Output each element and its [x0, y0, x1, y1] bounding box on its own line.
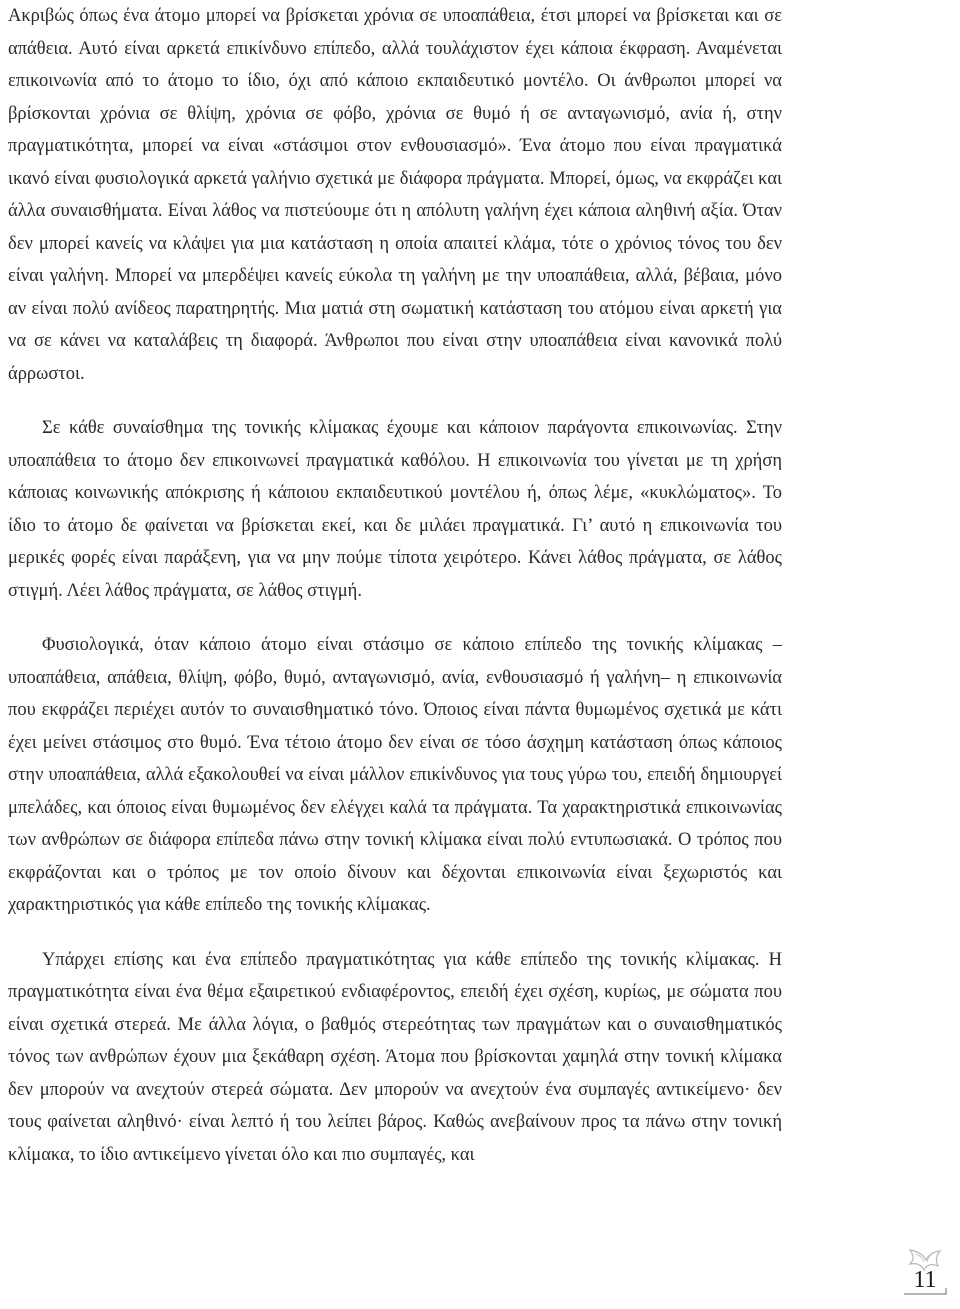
page-number: 11 — [913, 1267, 937, 1293]
paragraph-3: Φυσιολογικά, όταν κάποιο άτομο είναι στάσιμο σε κάποιο επίπεδο της τονικής κλίμακας –υποαπάθεια, απάθεια, θλίψη, φόβο, θυμό, ανταγωνισμό, ανία, ενθουσιασμό ή γαλήνη– η επικοινωνία που εκφράζει περιέχει αυτόν το συναισθηματικό τόνο. Όποιος είναι πάντα θυμωμένος σχετικά με κάτι έχει μείνει στάσιμος στο θυμό. Ένα τέτοιο άτομο δεν είναι σε τόσο άσχημη κατάσταση όπως κάποιος στην υποαπάθεια, αλλά εξακολουθεί να είναι μάλλον επικίνδυνος για τους γύρω του, επειδή δημιουργεί μπελάδες, και όποιος είναι θυμωμένος δεν ελέγχει καλά τα πράγματα. Τα χαρακτηριστικά επικοινωνίας των ανθρώπων σε διάφορα επίπεδα πάνω στην τονική κλίμακα είναι πολύ εντυπωσιακά. Ο τρόπος που εκφράζονται και ο τρόπος με τον οποίο δίνουν και δέχονται επικοινωνία είναι ξεχωριστός και χαρακτηριστικός για κάθε επίπεδο της τονικής κλίμακας. — [8, 635, 782, 915]
paragraph-2: Σε κάθε συναίσθημα της τονικής κλίμακας έχουμε και κάποιον παράγοντα επικοινωνίας. Στην υποαπάθεια το άτομο δεν επικοινωνεί πραγματικά καθόλου. Η επικοινωνία του γίνεται με τη χρήση κάποιας κοινωνικής απόκρισης ή κάποιου εκπαιδευτικού μοντέλου ή, όπως λέμε, «κυκλώματος». Το ίδιο το άτομο δε φαίνεται να βρίσκεται εκεί, και δε μιλάει πραγματικά. Γι’ αυτό η επικοινωνία του μερικές φορές είναι παράξενη, για να μην πούμε τίποτα χειρότερο. Κάνει λάθος πράγματα, σε λάθος στιγμή. Λέει λάθος πράγματα, σε λάθος στιγμή. — [8, 418, 782, 601]
page-number-box — [902, 1248, 948, 1296]
paragraph-1: Ακριβώς όπως ένα άτομο μπορεί να βρίσκεται χρόνια σε υποαπάθεια, έτσι μπορεί να βρίσκεται και σε απάθεια. Αυτό είναι αρκετά επικίνδυνο επίπεδο, αλλά τουλάχιστον έχει κάποια έκφραση. Αναμένεται επικοινωνία από το άτομο το ίδιο, όχι από κάποιο εκπαιδευτικό μοντέλο. Οι άνθρωποι μπορεί να βρίσκονται χρόνια σε θλίψη, χρόνια σε φόβο, χρόνια σε θυμό ή σε ανταγωνισμό, ανία ή, στην πραγματικότητα, μπορεί να είναι «στάσιμοι στον ενθουσιασμό». Ένα άτομο που είναι πραγματικά ικανό είναι φυσιολογικά αρκετά γαλήνιο σχετικά με διάφορα πράγματα. Μπορεί, όμως, να εκφράζει και άλλα συναισθήματα. Είναι λάθος να πιστεύουμε ότι η απόλυτη γαλήνη έχει κάποια αληθινή αξία. Όταν δεν μπορεί κανείς να κλάψει για μια κατάσταση η οποία απαιτεί κλάμα, τότε ο χρόνιος τόνος του δεν είναι γαλήνη. Μπορεί να μπερδέψει κανείς εύκολα τη γαλήνη με την υποαπάθεια, αλλά, βέβαια, μόνο αν είναι πολύ ανίδεος παρατηρητής. Μια ματιά στη σωματική κατάσταση του ατόμου είναι αρκετή για να σε κάνει να καταλάβεις τη διαφορά. Άνθρωποι που είναι στην υποαπάθεια είναι κανονικά πολύ άρρωστοι. — [8, 6, 782, 384]
paragraph-4: Υπάρχει επίσης και ένα επίπεδο πραγματικότητας για κάθε επίπεδο της τονικής κλίμακας. Η πραγματικότητα είναι ένα θέμα εξαιρετικού ενδιαφέροντος, επειδή έχει σχέση, κυρίως, με σώματα που είναι σχετικά στερεά. Με άλλα λόγια, ο βαθμός στερεότητας των πραγμάτων και ο συναισθηματικός τόνος των ανθρώπων έχουν μια ξεκάθαρη σχέση. Άτομα που βρίσκονται χαμηλά στην τονική κλίμακα δεν μπορούν να ανεχτούν στερεά σώματα. Δεν μπορούν να ανεχτούν ένα συμπαγές αντικείμενο· δεν τους φαίνεται αληθινό· είναι λεπτό ή του λείπει βάρος. Καθώς ανεβαίνουν προς τα πάνω στην τονική κλίμακα, το ίδιο αντικείμενο γίνεται όλο και πιο συμπαγές, και — [8, 949, 782, 1165]
body-text — [8, 0, 782, 1171]
